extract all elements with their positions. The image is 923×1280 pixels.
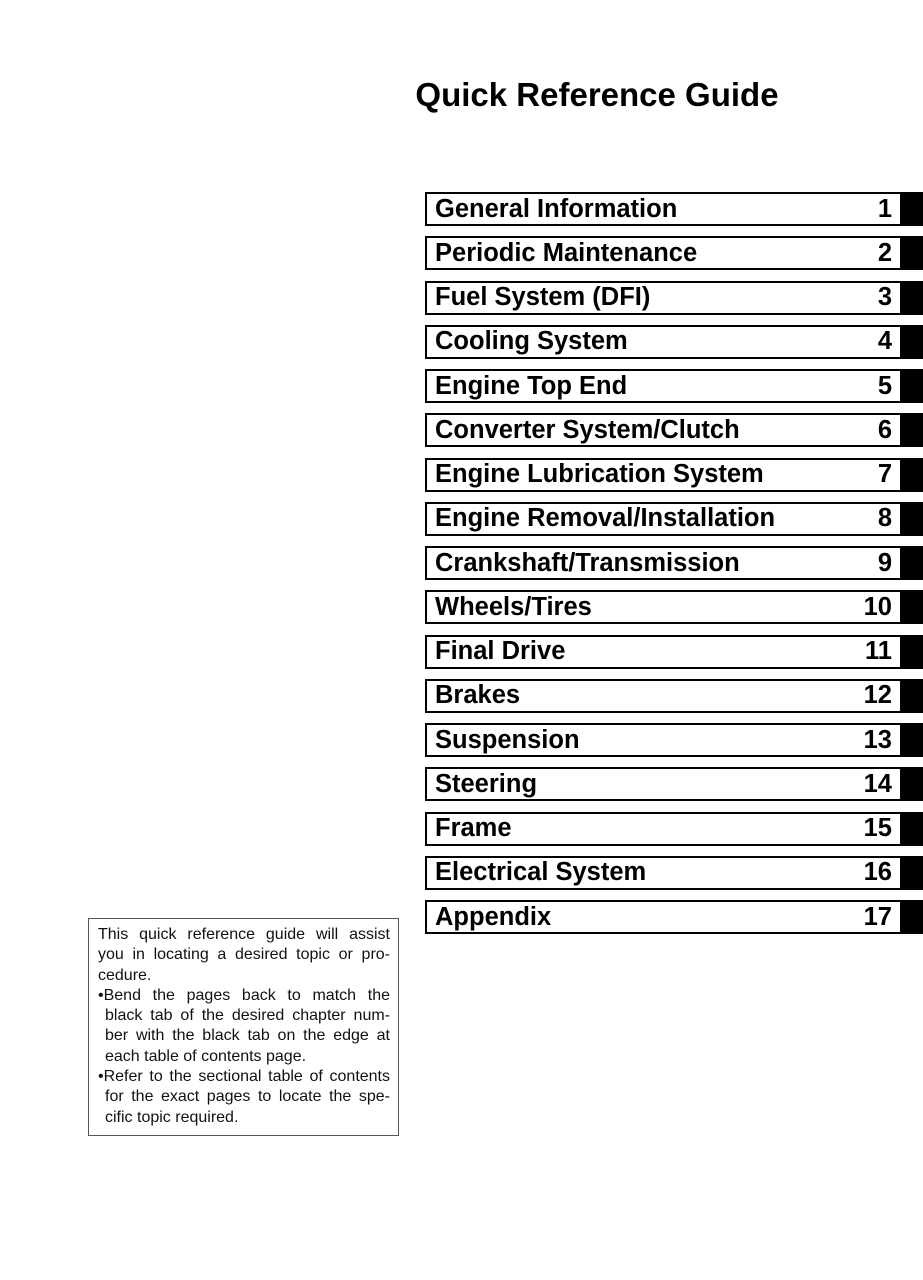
note-line: you in locating a desired topic or pro- bbox=[98, 946, 390, 964]
chapter-title: Engine Removal/Installation bbox=[435, 504, 776, 533]
chapter-row[interactable] bbox=[425, 679, 923, 713]
black-tab[interactable] bbox=[900, 767, 923, 801]
note-line: •Refer to the sectional table of contents bbox=[98, 1068, 390, 1086]
chapter-number: 3 bbox=[877, 283, 892, 311]
chapter-label-box bbox=[425, 812, 900, 846]
chapter-label-box bbox=[425, 767, 900, 801]
chapter-row[interactable] bbox=[425, 325, 923, 359]
chapter-label-box bbox=[425, 723, 900, 757]
chapter-title: General Information bbox=[435, 194, 678, 223]
chapter-label-box bbox=[425, 856, 900, 890]
chapter-title: Suspension bbox=[435, 725, 580, 754]
chapter-label-box bbox=[425, 590, 900, 624]
chapter-row[interactable] bbox=[425, 590, 923, 624]
chapter-title: Wheels/Tires bbox=[435, 592, 592, 621]
chapter-number: 4 bbox=[877, 327, 892, 356]
chapter-number: 14 bbox=[863, 769, 892, 798]
black-tab[interactable] bbox=[900, 236, 923, 270]
chapter-row[interactable] bbox=[425, 723, 923, 757]
black-tab[interactable] bbox=[900, 679, 923, 713]
chapter-row[interactable] bbox=[425, 767, 923, 801]
chapter-number: 2 bbox=[877, 238, 892, 267]
chapter-number: 6 bbox=[877, 415, 892, 444]
note-line: cedure. bbox=[98, 966, 152, 984]
chapter-label-box bbox=[425, 192, 900, 226]
chapter-row[interactable] bbox=[425, 369, 923, 403]
black-tab[interactable] bbox=[900, 502, 923, 536]
note-line: black tab of the desired chapter num- bbox=[105, 1007, 390, 1025]
black-tab[interactable] bbox=[900, 635, 923, 669]
black-tab[interactable] bbox=[900, 413, 923, 447]
chapter-row[interactable] bbox=[425, 458, 923, 492]
chapter-number: 12 bbox=[863, 681, 892, 710]
black-tab[interactable] bbox=[900, 856, 923, 890]
chapter-row[interactable] bbox=[425, 856, 923, 890]
black-tab[interactable] bbox=[900, 546, 923, 580]
chapter-label-box bbox=[425, 236, 900, 270]
note-line: each table of contents page. bbox=[105, 1047, 307, 1065]
black-tab[interactable] bbox=[900, 192, 923, 226]
chapter-label-box bbox=[425, 458, 900, 492]
black-tab[interactable] bbox=[900, 812, 923, 846]
chapter-number: 11 bbox=[865, 637, 892, 665]
chapter-label-box bbox=[425, 900, 900, 934]
chapter-number: 1 bbox=[877, 194, 892, 223]
chapter-number: 13 bbox=[863, 725, 892, 754]
note-line: This quick reference guide will assist bbox=[98, 926, 390, 943]
chapter-title: Fuel System (DFI) bbox=[435, 283, 651, 311]
chapter-number: 7 bbox=[877, 460, 892, 488]
chapter-label-box bbox=[425, 369, 900, 403]
chapter-row[interactable] bbox=[425, 635, 923, 669]
chapter-number: 17 bbox=[863, 902, 892, 931]
chapter-label-box bbox=[425, 635, 900, 669]
black-tab[interactable] bbox=[900, 458, 923, 492]
chapter-title: Frame bbox=[435, 814, 512, 842]
chapter-title: Final Drive bbox=[435, 637, 566, 665]
page-title: Quick Reference Guide bbox=[415, 76, 779, 113]
chapter-row[interactable] bbox=[425, 192, 923, 226]
chapter-row[interactable] bbox=[425, 546, 923, 580]
chapter-label-box bbox=[425, 413, 900, 447]
chapter-number: 10 bbox=[863, 592, 892, 621]
chapter-row[interactable] bbox=[425, 236, 923, 270]
black-tab[interactable] bbox=[900, 900, 923, 934]
chapter-number: 16 bbox=[863, 858, 892, 887]
chapter-row[interactable] bbox=[425, 502, 923, 536]
note-line: cific topic required. bbox=[105, 1108, 239, 1126]
chapter-row[interactable] bbox=[425, 812, 923, 846]
chapter-title: Electrical System bbox=[435, 858, 647, 887]
chapter-row[interactable] bbox=[425, 900, 923, 934]
chapter-title: Crankshaft/Transmission bbox=[435, 548, 740, 577]
chapter-label-box bbox=[425, 281, 900, 315]
chapter-label-box bbox=[425, 546, 900, 580]
black-tab[interactable] bbox=[900, 590, 923, 624]
chapter-row[interactable] bbox=[425, 281, 923, 315]
chapter-number: 15 bbox=[863, 814, 892, 842]
note-line: •Bend the pages back to match the bbox=[98, 986, 390, 1004]
chapter-title: Converter System/Clutch bbox=[435, 415, 740, 444]
black-tab[interactable] bbox=[900, 723, 923, 757]
chapter-title: Appendix bbox=[435, 902, 552, 931]
chapter-label-box bbox=[425, 325, 900, 359]
chapter-number: 8 bbox=[877, 504, 892, 533]
black-tab[interactable] bbox=[900, 281, 923, 315]
chapter-label-box bbox=[425, 502, 900, 536]
note-line: ber with the black tab on the edge at bbox=[105, 1027, 390, 1045]
black-tab[interactable] bbox=[900, 369, 923, 403]
chapter-title: Engine Top End bbox=[435, 371, 628, 400]
chapter-row[interactable] bbox=[425, 413, 923, 447]
chapter-title: Engine Lubrication System bbox=[435, 460, 764, 488]
chapter-number: 9 bbox=[877, 548, 892, 577]
chapter-title: Periodic Maintenance bbox=[435, 238, 698, 267]
black-tab[interactable] bbox=[900, 325, 923, 359]
note-line: for the exact pages to locate the spe- bbox=[105, 1088, 390, 1106]
chapter-title: Cooling System bbox=[435, 327, 628, 356]
chapter-label-box bbox=[425, 679, 900, 713]
usage-note bbox=[88, 918, 399, 1136]
chapter-title: Brakes bbox=[435, 681, 521, 710]
chapter-number: 5 bbox=[877, 371, 892, 400]
chapter-title: Steering bbox=[435, 769, 538, 798]
